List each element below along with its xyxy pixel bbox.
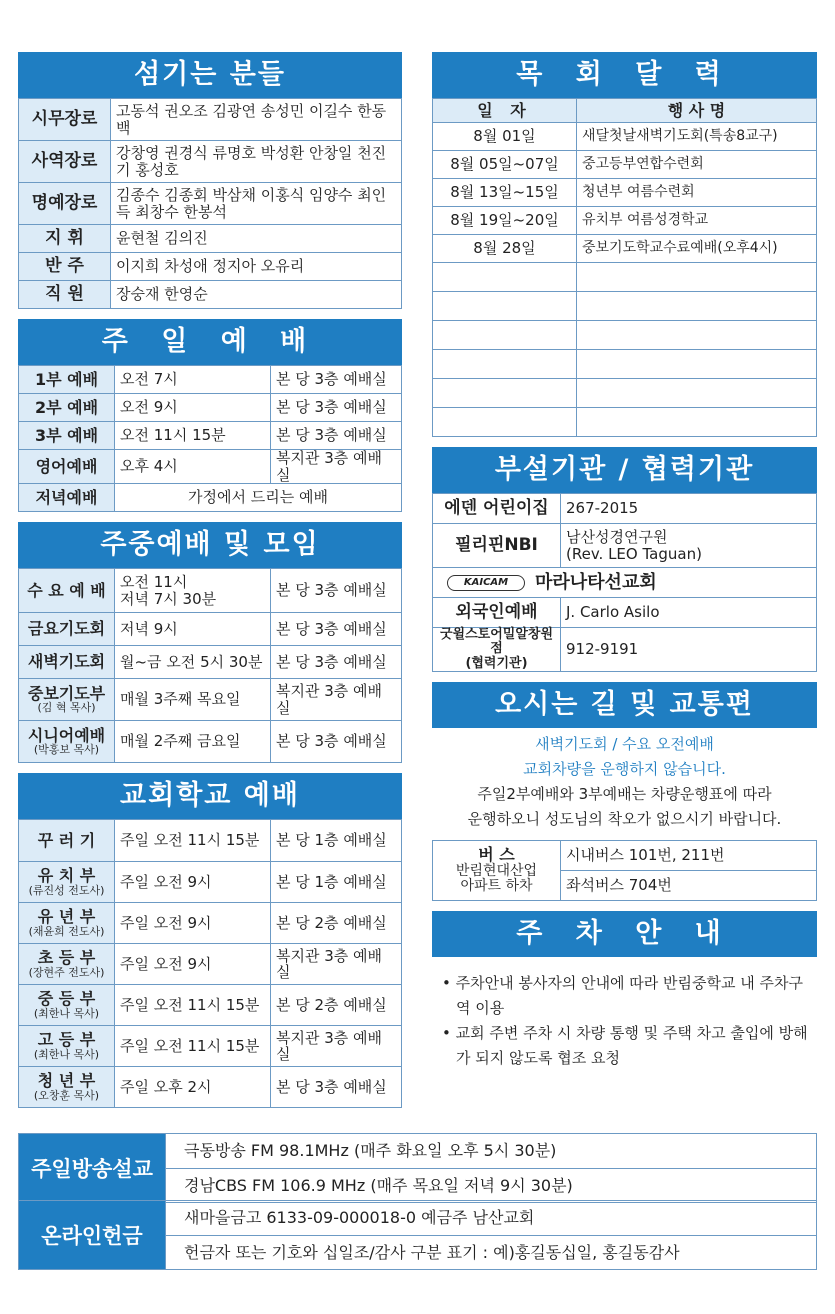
calendar-date: 8월 13일~15일 <box>433 179 577 207</box>
service-time: 오전 7시 <box>115 366 271 394</box>
school-row-label-cell <box>19 1067 115 1108</box>
weekday-row-time: 매월 2주째 금요일 <box>115 721 271 763</box>
weekday-row-place: 본 당 3층 예배실 <box>271 613 402 646</box>
affiliates-table <box>432 493 817 672</box>
calendar-row <box>433 235 817 263</box>
weekday-row-time: 매월 3주째 목요일 <box>115 679 271 721</box>
calendar-event <box>577 408 817 437</box>
school-row-leader: (장현주 전도사) <box>28 965 105 979</box>
kaicam-logo: KAICAM <box>447 575 525 591</box>
school-row-place: 본 당 2층 예배실 <box>271 903 402 944</box>
service-name: 영어예배 <box>19 450 115 484</box>
bus-table <box>432 840 817 901</box>
directions-title: 오시는 길 및 교통편 <box>432 682 817 728</box>
greeter-row <box>19 281 402 309</box>
directions-section <box>432 682 817 901</box>
school-row-label: 초 등 부 <box>37 948 96 968</box>
weekday-row-time: 저녁 9시 <box>115 613 271 646</box>
weekday-row <box>19 613 402 646</box>
school-row <box>19 903 402 944</box>
affiliate-row <box>433 494 817 524</box>
school-row-label: 청 년 부 <box>37 1071 96 1091</box>
calendar-row <box>433 179 817 207</box>
affiliate-row <box>433 524 817 568</box>
school-row-label: 유 치 부 <box>37 866 96 886</box>
sunday-table <box>18 365 402 512</box>
calendar-row <box>433 408 817 437</box>
weekday-row-label-cell <box>19 569 115 613</box>
school-row-label: 유 년 부 <box>37 907 96 927</box>
calendar-row <box>433 151 817 179</box>
weekday-row-label: 중보기도부 <box>27 683 106 703</box>
affiliate-row <box>433 598 817 628</box>
greeter-names: 고동석 권오조 김광연 송성민 이길수 한동백 <box>111 99 402 141</box>
school-row-label-cell <box>19 1026 115 1067</box>
school-row <box>19 985 402 1026</box>
weekday-row-label: 시니어예배 <box>27 725 106 745</box>
school-row-place: 복지관 3층 예배실 <box>271 1026 402 1067</box>
calendar-event <box>577 350 817 379</box>
calendar-title: 목 회 달 력 <box>432 52 817 98</box>
bus-line-1: 시내버스 101번, 211번 <box>561 841 817 871</box>
calendar-date <box>433 263 577 292</box>
service-time: 오후 4시 <box>115 450 271 484</box>
school-row <box>19 1026 402 1067</box>
service-place: 본 당 3층 예배실 <box>271 366 402 394</box>
service-place: 본 당 3층 예배실 <box>271 422 402 450</box>
bus-line-2: 좌석버스 704번 <box>561 871 817 901</box>
bus-label-cell <box>433 841 561 901</box>
weekday-row <box>19 721 402 763</box>
bus-stop: 반림현대산업 아파트 하차 <box>455 862 538 895</box>
service-place: 복지관 3층 예배실 <box>271 450 402 484</box>
weekday-row <box>19 569 402 613</box>
weekday-row-label: 새벽기도회 <box>27 652 106 672</box>
calendar-event: 중보기도학교수료예배(오후4시) <box>577 235 817 263</box>
calendar-event: 중고등부연합수련회 <box>577 151 817 179</box>
greeter-names: 장숭재 한영순 <box>111 281 402 309</box>
greeter-names: 강창영 권경식 류명호 박성환 안창일 천진기 홍성호 <box>111 141 402 183</box>
school-row-time: 주일 오후 2시 <box>115 1067 271 1108</box>
calendar-date: 8월 05일~07일 <box>433 151 577 179</box>
school-row-leader: (오창훈 목사) <box>33 1088 100 1102</box>
calendar-event: 유치부 여름성경학교 <box>577 207 817 235</box>
school-row-time: 주일 오전 9시 <box>115 862 271 903</box>
weekday-row <box>19 646 402 679</box>
greeter-role: 반 주 <box>19 253 111 281</box>
school-row <box>19 1067 402 1108</box>
school-row <box>19 820 402 862</box>
service-name: 2부 예배 <box>19 394 115 422</box>
service-name: 저녁예배 <box>19 484 115 512</box>
school-row-place: 본 당 1층 예배실 <box>271 820 402 862</box>
calendar-row <box>433 263 817 292</box>
school-row-label-cell <box>19 903 115 944</box>
calendar-row <box>433 123 817 151</box>
offering-line-2: 헌금자 또는 기호와 십일조/감사 구분 표기 : 예)홍길동십일, 홍길동감사 <box>165 1235 816 1269</box>
greeter-row <box>19 225 402 253</box>
greeters-section <box>18 52 402 309</box>
school-title: 교회학교 예배 <box>18 773 402 819</box>
calendar-date <box>433 292 577 321</box>
calendar-event <box>577 321 817 350</box>
calendar-date <box>433 350 577 379</box>
service-name: 1부 예배 <box>19 366 115 394</box>
service-note: 가정에서 드리는 예배 <box>115 484 402 512</box>
school-row-time: 주일 오전 11시 15분 <box>115 1026 271 1067</box>
service-place: 본 당 3층 예배실 <box>271 394 402 422</box>
greeter-row <box>19 183 402 225</box>
school-row-label: 고 등 부 <box>37 1030 96 1050</box>
calendar-table <box>432 98 817 437</box>
school-row-leader: (채윤희 전도사) <box>28 924 105 938</box>
affiliate-info: J. Carlo Asilo <box>561 598 817 628</box>
greeters-title: 섬기는 분들 <box>18 52 402 98</box>
offering-box <box>18 1200 817 1270</box>
school-row-label: 꾸 러 기 <box>37 830 96 850</box>
school-row-leader: (류진성 전도사) <box>28 883 105 897</box>
school-row-time: 주일 오전 11시 15분 <box>115 985 271 1026</box>
school-row-label: 중 등 부 <box>37 989 96 1009</box>
parking-section <box>432 911 817 1071</box>
service-name: 3부 예배 <box>19 422 115 450</box>
greeter-role: 지 휘 <box>19 225 111 253</box>
weekday-row-time: 월~금 오전 5시 30분 <box>115 646 271 679</box>
calendar-row <box>433 379 817 408</box>
school-row-label-cell <box>19 944 115 985</box>
calendar-date: 8월 01일 <box>433 123 577 151</box>
weekday-row-label-cell <box>19 613 115 646</box>
school-table <box>18 819 402 1108</box>
notice-line-3: 주일2부예배와 3부예배는 차량운행표에 따라 <box>477 785 772 803</box>
weekday-table <box>18 568 402 763</box>
greeter-row <box>19 141 402 183</box>
school-row-place: 본 당 3층 예배실 <box>271 1067 402 1108</box>
weekday-row-place: 본 당 3층 예배실 <box>271 569 402 613</box>
greeters-table <box>18 98 402 309</box>
school-row-label-cell <box>19 985 115 1026</box>
weekday-section <box>18 522 402 763</box>
weekday-row-leader: (김 혁 목사) <box>37 701 96 715</box>
left-column <box>18 52 402 1118</box>
affiliate-name: 필리핀NBI <box>433 524 561 568</box>
affiliate-name: 굿윌스토어밀알창원점 (협력기관) <box>433 628 561 672</box>
school-row-label-cell <box>19 820 115 862</box>
broadcast-line-1: 극동방송 FM 98.1MHz (매주 화요일 오후 5시 30분) <box>165 1134 816 1168</box>
right-column <box>432 52 817 1081</box>
calendar-event: 청년부 여름수련회 <box>577 179 817 207</box>
service-time: 오전 9시 <box>115 394 271 422</box>
school-row <box>19 862 402 903</box>
offering-label: 온라인헌금 <box>19 1201 165 1269</box>
school-row-leader: (최한나 목사) <box>33 1047 100 1061</box>
weekday-row-label: 수 요 예 배 <box>27 580 106 600</box>
directions-notice <box>432 728 817 840</box>
calendar-date <box>433 321 577 350</box>
weekday-row-place: 본 당 3층 예배실 <box>271 646 402 679</box>
calendar-col-event: 행 사 명 <box>577 99 817 123</box>
affiliate-row <box>433 568 817 598</box>
calendar-date <box>433 408 577 437</box>
notice-line-2: 교회차량을 운행하지 않습니다. <box>523 760 726 778</box>
school-row-time: 주일 오전 11시 15분 <box>115 820 271 862</box>
sunday-row <box>19 484 402 512</box>
sunday-row <box>19 366 402 394</box>
sunday-section <box>18 319 402 512</box>
calendar-date <box>433 379 577 408</box>
school-row-place: 본 당 1층 예배실 <box>271 862 402 903</box>
affiliates-title: 부설기관 / 협력기관 <box>432 447 817 493</box>
weekday-row-leader: (박홍보 목사) <box>33 743 100 757</box>
greeter-names: 이지희 차성애 정지아 오유리 <box>111 253 402 281</box>
affiliate-info: 912-9191 <box>561 628 817 672</box>
weekday-row-label-cell <box>19 721 115 763</box>
school-row-time: 주일 오전 9시 <box>115 944 271 985</box>
calendar-row <box>433 350 817 379</box>
sunday-row <box>19 422 402 450</box>
kaicam-name: 마라나타선교회 <box>535 571 657 593</box>
greeter-row <box>19 253 402 281</box>
parking-item-2: • 교회 주변 주차 시 차량 통행 및 주택 차고 출입에 방해가 되지 않도록 협조 요청 <box>442 1024 808 1067</box>
notice-line-1: 새벽기도회 / 수요 오전예배 <box>535 735 714 753</box>
parking-list <box>432 957 817 1071</box>
affiliate-info: 267-2015 <box>561 494 817 524</box>
affiliates-section <box>432 447 817 672</box>
weekday-row-place: 본 당 3층 예배실 <box>271 721 402 763</box>
sunday-title: 주 일 예 배 <box>18 319 402 365</box>
notice-line-4: 운행하오니 성도님의 착오가 없으시기 바랍니다. <box>467 810 782 828</box>
weekday-row-time: 오전 11시 저녁 7시 30분 <box>115 569 271 613</box>
school-row-leader: (최한나 목사) <box>33 1006 100 1020</box>
greeter-role: 시무장로 <box>19 99 111 141</box>
school-section <box>18 773 402 1108</box>
service-time: 오전 11시 15분 <box>115 422 271 450</box>
calendar-section <box>432 52 817 437</box>
calendar-row <box>433 292 817 321</box>
broadcast-label: 주일방송설교 <box>19 1134 165 1202</box>
school-row-place: 본 당 2층 예배실 <box>271 985 402 1026</box>
weekday-row <box>19 679 402 721</box>
affiliate-name: 외국인예배 <box>433 598 561 628</box>
greeter-names: 윤현철 김의진 <box>111 225 402 253</box>
calendar-event <box>577 379 817 408</box>
weekday-row-place: 복지관 3층 예배실 <box>271 679 402 721</box>
calendar-col-date: 일 자 <box>433 99 577 123</box>
calendar-event <box>577 263 817 292</box>
greeter-role: 명예장로 <box>19 183 111 225</box>
greeter-role: 사역장로 <box>19 141 111 183</box>
school-row-place: 복지관 3층 예배실 <box>271 944 402 985</box>
broadcast-line-2: 경남CBS FM 106.9 MHz (매주 목요일 저녁 9시 30분) <box>165 1168 816 1202</box>
calendar-row <box>433 207 817 235</box>
calendar-date: 8월 28일 <box>433 235 577 263</box>
greeter-role: 직 원 <box>19 281 111 309</box>
weekday-row-label-cell <box>19 679 115 721</box>
parking-item-1: • 주차안내 봉사자의 안내에 따라 반림중학교 내 주차구역 이용 <box>442 974 804 1017</box>
kaicam-cell <box>433 568 817 598</box>
calendar-event <box>577 292 817 321</box>
sunday-row <box>19 394 402 422</box>
weekday-row-label-cell <box>19 646 115 679</box>
calendar-date: 8월 19일~20일 <box>433 207 577 235</box>
broadcast-box <box>18 1133 817 1203</box>
sunday-row <box>19 450 402 484</box>
affiliate-row <box>433 628 817 672</box>
greeter-row <box>19 99 402 141</box>
calendar-row <box>433 321 817 350</box>
weekday-title: 주중예배 및 모임 <box>18 522 402 568</box>
parking-title: 주 차 안 내 <box>432 911 817 957</box>
calendar-event: 새달첫날새벽기도회(특송8교구) <box>577 123 817 151</box>
affiliate-info: 남산성경연구원 (Rev. LEO Taguan) <box>561 524 817 568</box>
offering-line-1: 새마을금고 6133-09-000018-0 예금주 남산교회 <box>165 1201 816 1235</box>
school-row-time: 주일 오전 9시 <box>115 903 271 944</box>
affiliate-name: 에덴 어린이집 <box>433 494 561 524</box>
greeter-names: 김종수 김종회 박삼채 이홍식 임양수 최인득 최창수 한봉석 <box>111 183 402 225</box>
school-row <box>19 944 402 985</box>
school-row-label-cell <box>19 862 115 903</box>
bus-label: 버 스 <box>478 845 515 865</box>
weekday-row-label: 금요기도회 <box>27 619 106 639</box>
